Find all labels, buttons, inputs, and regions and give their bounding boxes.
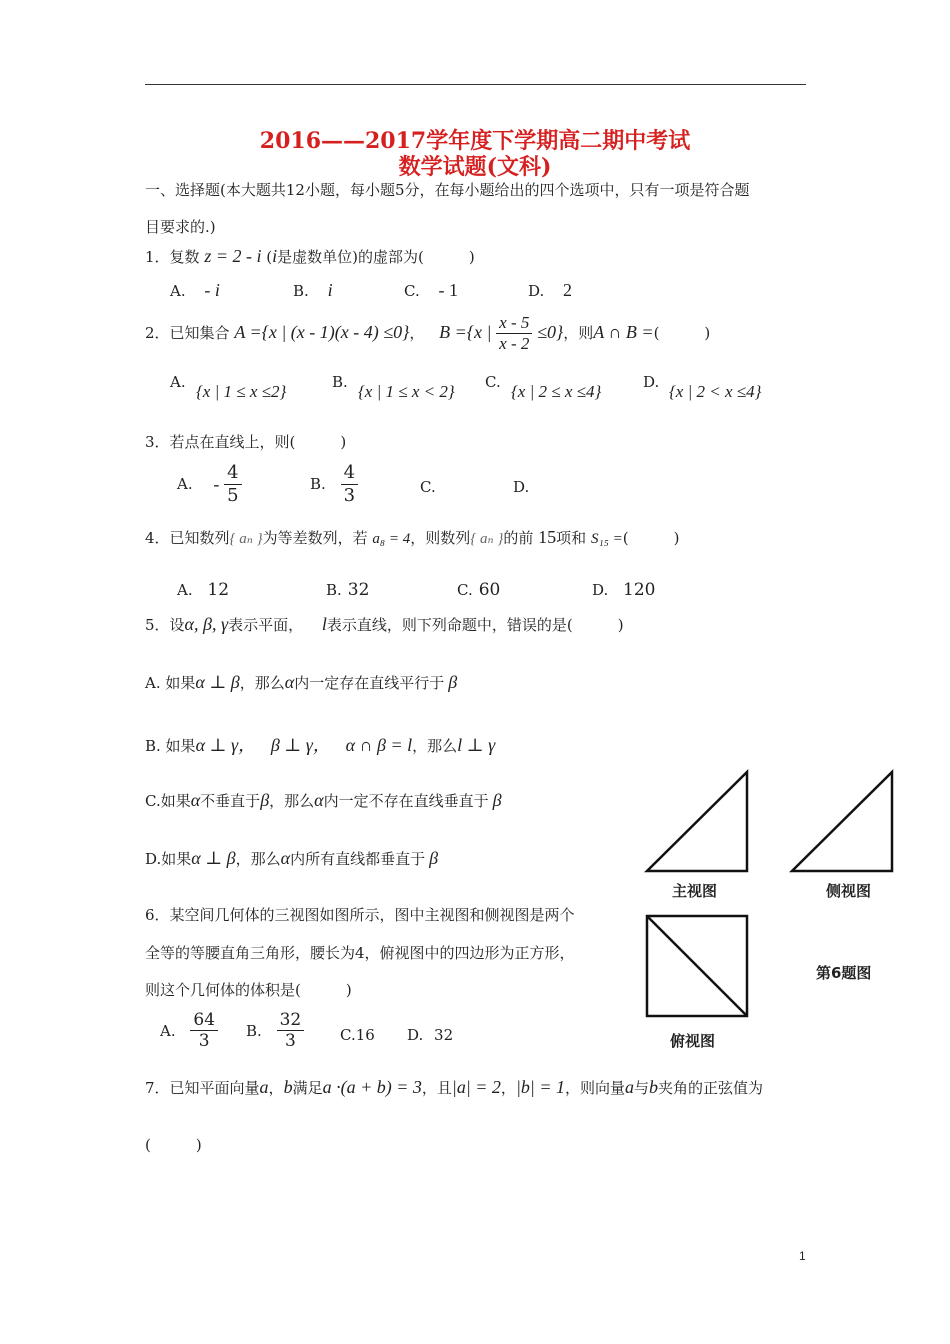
question-1 [145, 246, 475, 267]
q2-fraction: $\frac{x - 5}{x - 2}$ [496, 313, 532, 355]
q2-option-b[interactable]: B. [332, 373, 348, 391]
side-view-triangle [792, 772, 892, 871]
three-view-figure [640, 765, 900, 1055]
q6-option-b[interactable]: B. $\frac{32}{3}$ [246, 1010, 304, 1052]
side-view-label: 侧视图 [826, 882, 872, 900]
q2-option-c[interactable]: C. [485, 373, 501, 391]
q2-option-b-value: {x | 1 ≤ x < 2} [358, 382, 455, 401]
front-view-label: 主视图 [672, 882, 718, 900]
q2-set-a: A ={x | (x - 1)(x - 4) ≤0} [234, 321, 410, 342]
q2-option-a-value: {x | 1 ≤ x ≤2} [196, 382, 287, 401]
q3-option-d[interactable]: D. [513, 478, 530, 496]
q6-line-2: 全等的等腰直角三角形，腰长为4，俯视图中的四边形为正方形， [145, 944, 575, 962]
section-heading-2: 目要求的.) [145, 218, 216, 236]
q5-option-a[interactable]: A. 如果α ⊥ β，那么α内一定存在直线平行于 β [145, 672, 458, 692]
q7-answer-paren: ( ) [145, 1136, 202, 1154]
q4-a8: a₈ = 4 [372, 531, 411, 547]
header-rule [145, 84, 806, 85]
q1-option-a[interactable]: A. - i [170, 280, 220, 300]
top-view-label: 俯视图 [670, 1032, 716, 1050]
q1-prefix: 1．复数 [145, 248, 200, 266]
q2-set-b: B ={x | [439, 321, 492, 342]
q5-option-b[interactable]: B. 如果α ⊥ γ， β ⊥ γ， α ∩ β = l，那么l ⊥ γ [145, 735, 496, 755]
figure-caption: 第6题图 [816, 964, 872, 982]
q2-ask: A ∩ B = [593, 321, 654, 342]
q2-option-d[interactable]: D. [643, 373, 660, 391]
q4-option-d[interactable]: D. 120 [592, 580, 656, 600]
q1-option-c[interactable]: C. - 1 [404, 280, 458, 300]
question-2: 2．已知集合 A ={x | (x - 1)(x - 4) ≤0}， B ={x | $\frac{x - 5}{x - 2}$ ≤0}，则A ∩ B =( ) [145, 313, 711, 354]
q7-eq1: a ·(a + b) = 3 [322, 1077, 422, 1097]
q5-option-c[interactable]: C.如果α不垂直于β，那么α内一定不存在直线垂直于 β [145, 790, 502, 810]
q4-option-b[interactable]: B. 32 [326, 580, 370, 600]
q1-i: i [272, 246, 278, 266]
q6-option-d[interactable]: D. 32 [407, 1026, 454, 1044]
top-view-diagonal [647, 916, 747, 1016]
question-5: 5．设α, β, γ表示平面， l表示直线，则下列命题中，错误的是( ) [145, 614, 624, 634]
q4-option-a[interactable]: A. 12 [177, 580, 230, 600]
q1-paren-open: ( [266, 248, 273, 266]
q6-line-1: 6．某空间几何体的三视图如图所示，图中主视图和侧视图是两个 [145, 906, 575, 924]
q1-expr: z = 2 - i [204, 246, 262, 266]
question-7: 7．已知平面向量a，b满足a ·(a + b) = 3，且|a| = 2，|b| = 1，则向量a与b夹角的正弦值为 [145, 1077, 764, 1097]
q4-s15: S₁₅ = [590, 531, 623, 547]
q2-prefix: 2．已知集合 [145, 323, 230, 342]
q2-option-c-value: {x | 2 ≤ x ≤4} [511, 382, 602, 401]
section-heading-1: 一、选择题(本大题共12小题，每小题5分，在每小题给出的四个选项中，只有一项是符合题 [145, 181, 750, 199]
front-view-triangle [647, 772, 747, 871]
q2-option-a[interactable]: A. [170, 373, 186, 391]
page-number: 1 [799, 1249, 806, 1263]
q7-eq3: |b| = 1 [515, 1077, 565, 1097]
q6-option-c[interactable]: C.16 [340, 1026, 375, 1044]
q3-option-c[interactable]: C. [420, 478, 436, 496]
q1-option-d[interactable]: D. 2 [528, 280, 573, 300]
q2-option-d-value: {x | 2 < x ≤4} [669, 382, 762, 401]
q5-option-d[interactable]: D.如果α ⊥ β，那么α内所有直线都垂直于 β [145, 848, 439, 868]
q6-option-a[interactable]: A. $\frac{64}{3}$ [160, 1010, 218, 1052]
q1-suffix: 是虚数单位)的虚部为( ) [277, 248, 475, 266]
title-line-1: 2016——2017学年度下学期高二期中考试 [259, 128, 691, 154]
question-3: 3．若点在直线上，则( ) [145, 433, 347, 451]
q3-option-a[interactable]: A. - $\frac{4}{5}$ [177, 462, 242, 506]
q7-eq2: |a| = 2 [451, 1077, 501, 1097]
title-line-2: 数学试题(文科) [398, 154, 552, 180]
q4-option-c[interactable]: C. 60 [457, 580, 501, 600]
q1-option-b[interactable]: B. i [293, 280, 333, 300]
q6-line-3: 则这个几何体的体积是( ) [145, 981, 352, 999]
q3-option-b[interactable]: B. $\frac{4}{3}$ [310, 462, 358, 506]
question-4: 4．已知数列{ aₙ }为等差数列，若 a₈ = 4，则数列{ aₙ }的前 15项和 S₁₅ =( ) [145, 527, 680, 547]
q5-greek: α, β, γ [184, 614, 229, 634]
